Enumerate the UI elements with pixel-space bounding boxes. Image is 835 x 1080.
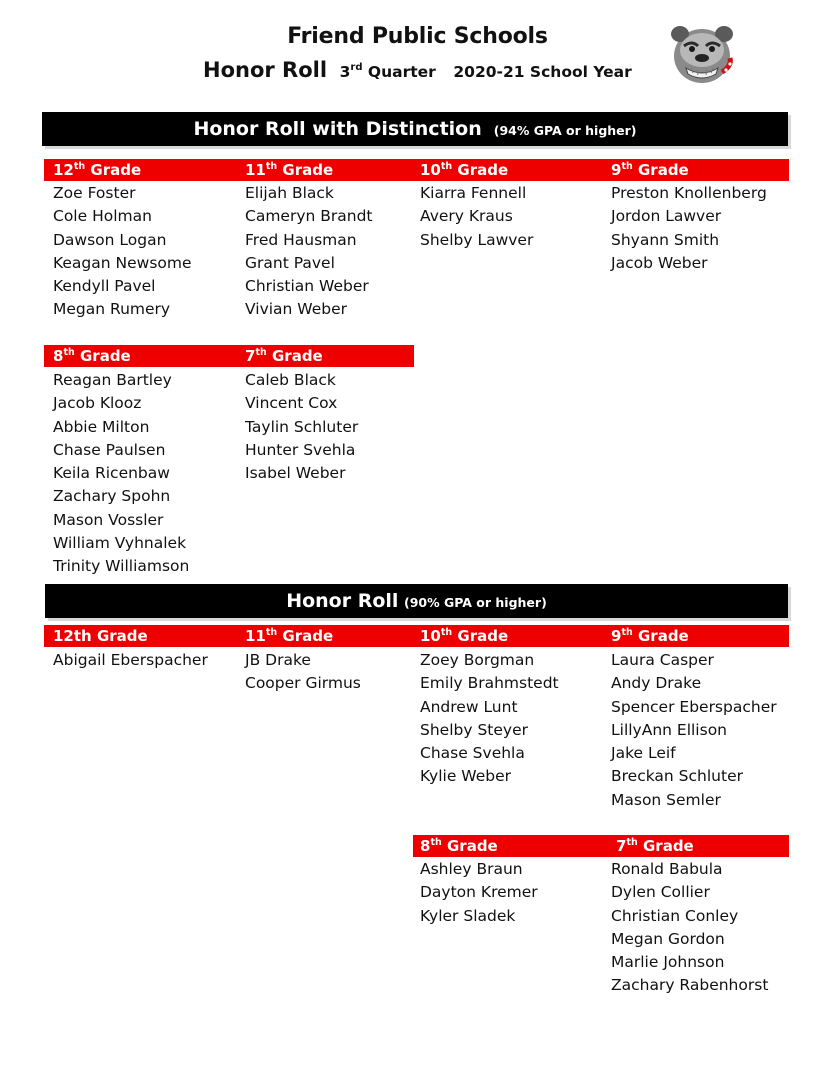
student-name: Hunter Svehla: [245, 440, 356, 459]
distinction-upper-grade-bar: [44, 159, 789, 181]
distinction-note: (94% GPA or higher): [493, 123, 637, 138]
student-name: Preston Knollenberg: [611, 184, 767, 202]
student-name: Ronald Babula: [611, 860, 723, 878]
school-year: 2020-21 School Year: [453, 63, 632, 81]
student-name: Kyler Sladek: [420, 906, 516, 925]
student-name: Shelby Lawver: [420, 230, 534, 249]
student-list: [245, 649, 425, 696]
student-name: Ashley Braun: [420, 860, 523, 878]
grade-heading: 9th Grade: [611, 627, 689, 645]
student-name: JB Drake: [245, 651, 311, 669]
distinction-heading-band: [42, 112, 788, 146]
student-name: Christian Conley: [611, 906, 739, 925]
student-list: [420, 182, 600, 252]
student-name: Zoey Borgman: [420, 651, 535, 669]
student-name: Zachary Rabenhorst: [611, 976, 769, 995]
student-name: Abbie Milton: [53, 417, 150, 436]
grade-heading: 8th Grade: [53, 347, 131, 365]
student-list: [245, 182, 425, 322]
student-name: Mason Semler: [611, 790, 721, 809]
grade-heading: 11th Grade: [245, 627, 334, 645]
report-subtitle: [203, 58, 632, 82]
student-name: Mason Vossler: [53, 510, 164, 529]
grade-heading: 7th Grade: [245, 347, 323, 365]
grade-heading: 12th Grade: [53, 627, 148, 645]
student-name: Marlie Johnson: [611, 953, 725, 972]
student-name: Avery Kraus: [420, 207, 513, 226]
student-list: [53, 182, 233, 322]
student-name: Reagan Bartley: [53, 371, 172, 389]
distinction-title: Honor Roll with Distinction: [193, 118, 482, 140]
student-list: [611, 182, 791, 275]
student-name: Keagan Newsome: [53, 253, 192, 272]
bulldog-mascot-icon: [664, 20, 740, 88]
student-name: Emily Brahmstedt: [420, 674, 559, 693]
student-name: Chase Paulsen: [53, 440, 166, 459]
student-list: [611, 649, 791, 812]
student-name: Zoe Foster: [53, 184, 136, 202]
student-list: [611, 858, 791, 998]
student-name: Andy Drake: [611, 674, 702, 693]
student-name: Elijah Black: [245, 184, 334, 202]
student-list: [420, 649, 600, 789]
student-name: Spencer Eberspacher: [611, 697, 777, 716]
grade-heading: 10th Grade: [420, 627, 509, 645]
student-name: Taylin Schluter: [245, 417, 359, 436]
subtitle-main: Honor Roll: [203, 58, 328, 82]
student-list: [245, 369, 425, 485]
student-name: Jacob Weber: [611, 253, 708, 272]
student-name: Laura Casper: [611, 651, 714, 669]
student-name: Kendyll Pavel: [53, 277, 156, 296]
student-list: [420, 858, 600, 928]
student-name: Cooper Girmus: [245, 674, 361, 693]
student-list: [53, 369, 233, 579]
student-name: Jacob Klooz: [53, 394, 142, 413]
grade-heading: 8th Grade: [420, 837, 498, 855]
grade-heading: 11th Grade: [245, 161, 334, 179]
student-list: [53, 649, 233, 672]
student-name: Cameryn Brandt: [245, 207, 373, 226]
honor-lower-grade-bar: [413, 835, 789, 857]
student-name: Megan Rumery: [53, 300, 171, 319]
student-name: Shyann Smith: [611, 230, 720, 249]
student-name: Caleb Black: [245, 371, 336, 389]
student-name: Fred Hausman: [245, 230, 357, 249]
student-name: Trinity Williamson: [53, 557, 190, 576]
student-name: Dawson Logan: [53, 230, 167, 249]
student-name: Zachary Spohn: [53, 487, 171, 506]
student-name: Chase Svehla: [420, 744, 525, 763]
student-name: Megan Gordon: [611, 929, 725, 948]
quarter-number: 3: [339, 63, 351, 81]
student-name: William Vyhnalek: [53, 534, 187, 553]
student-name: Jordon Lawver: [611, 207, 722, 226]
distinction-lower-grade-bar: [44, 345, 414, 367]
student-name: Keila Ricenbaw: [53, 464, 170, 483]
grade-heading: 7th Grade: [616, 837, 694, 855]
grade-heading: 12th Grade: [53, 161, 142, 179]
grade-heading: 10th Grade: [420, 161, 509, 179]
student-name: Isabel Weber: [245, 464, 346, 483]
student-name: Jake Leif: [611, 744, 676, 763]
school-name: Friend Public Schools: [287, 24, 548, 49]
quarter-suffix: rd: [350, 62, 363, 73]
student-name: Dayton Kremer: [420, 883, 538, 902]
student-name: Shelby Steyer: [420, 720, 528, 739]
student-name: Kiarra Fennell: [420, 184, 527, 202]
student-name: LillyAnn Ellison: [611, 720, 728, 739]
honor-roll-heading-band: [45, 584, 788, 618]
student-name: Vivian Weber: [245, 300, 347, 319]
student-name: Grant Pavel: [245, 253, 335, 272]
quarter-word: Quarter: [367, 63, 436, 81]
student-name: Kylie Weber: [420, 767, 511, 786]
honor-upper-grade-bar: [44, 625, 789, 647]
honor-roll-note: (90% GPA or higher): [404, 595, 547, 610]
honor-roll-title: Honor Roll: [286, 590, 399, 612]
quarter-label: [340, 63, 436, 81]
grade-heading: 9th Grade: [611, 161, 689, 179]
student-name: Cole Holman: [53, 207, 152, 226]
student-name: Dylen Collier: [611, 883, 710, 902]
student-name: Vincent Cox: [245, 394, 338, 413]
student-name: Breckan Schluter: [611, 767, 743, 786]
student-name: Christian Weber: [245, 277, 369, 296]
student-name: Abigail Eberspacher: [53, 651, 208, 669]
student-name: Andrew Lunt: [420, 697, 518, 716]
